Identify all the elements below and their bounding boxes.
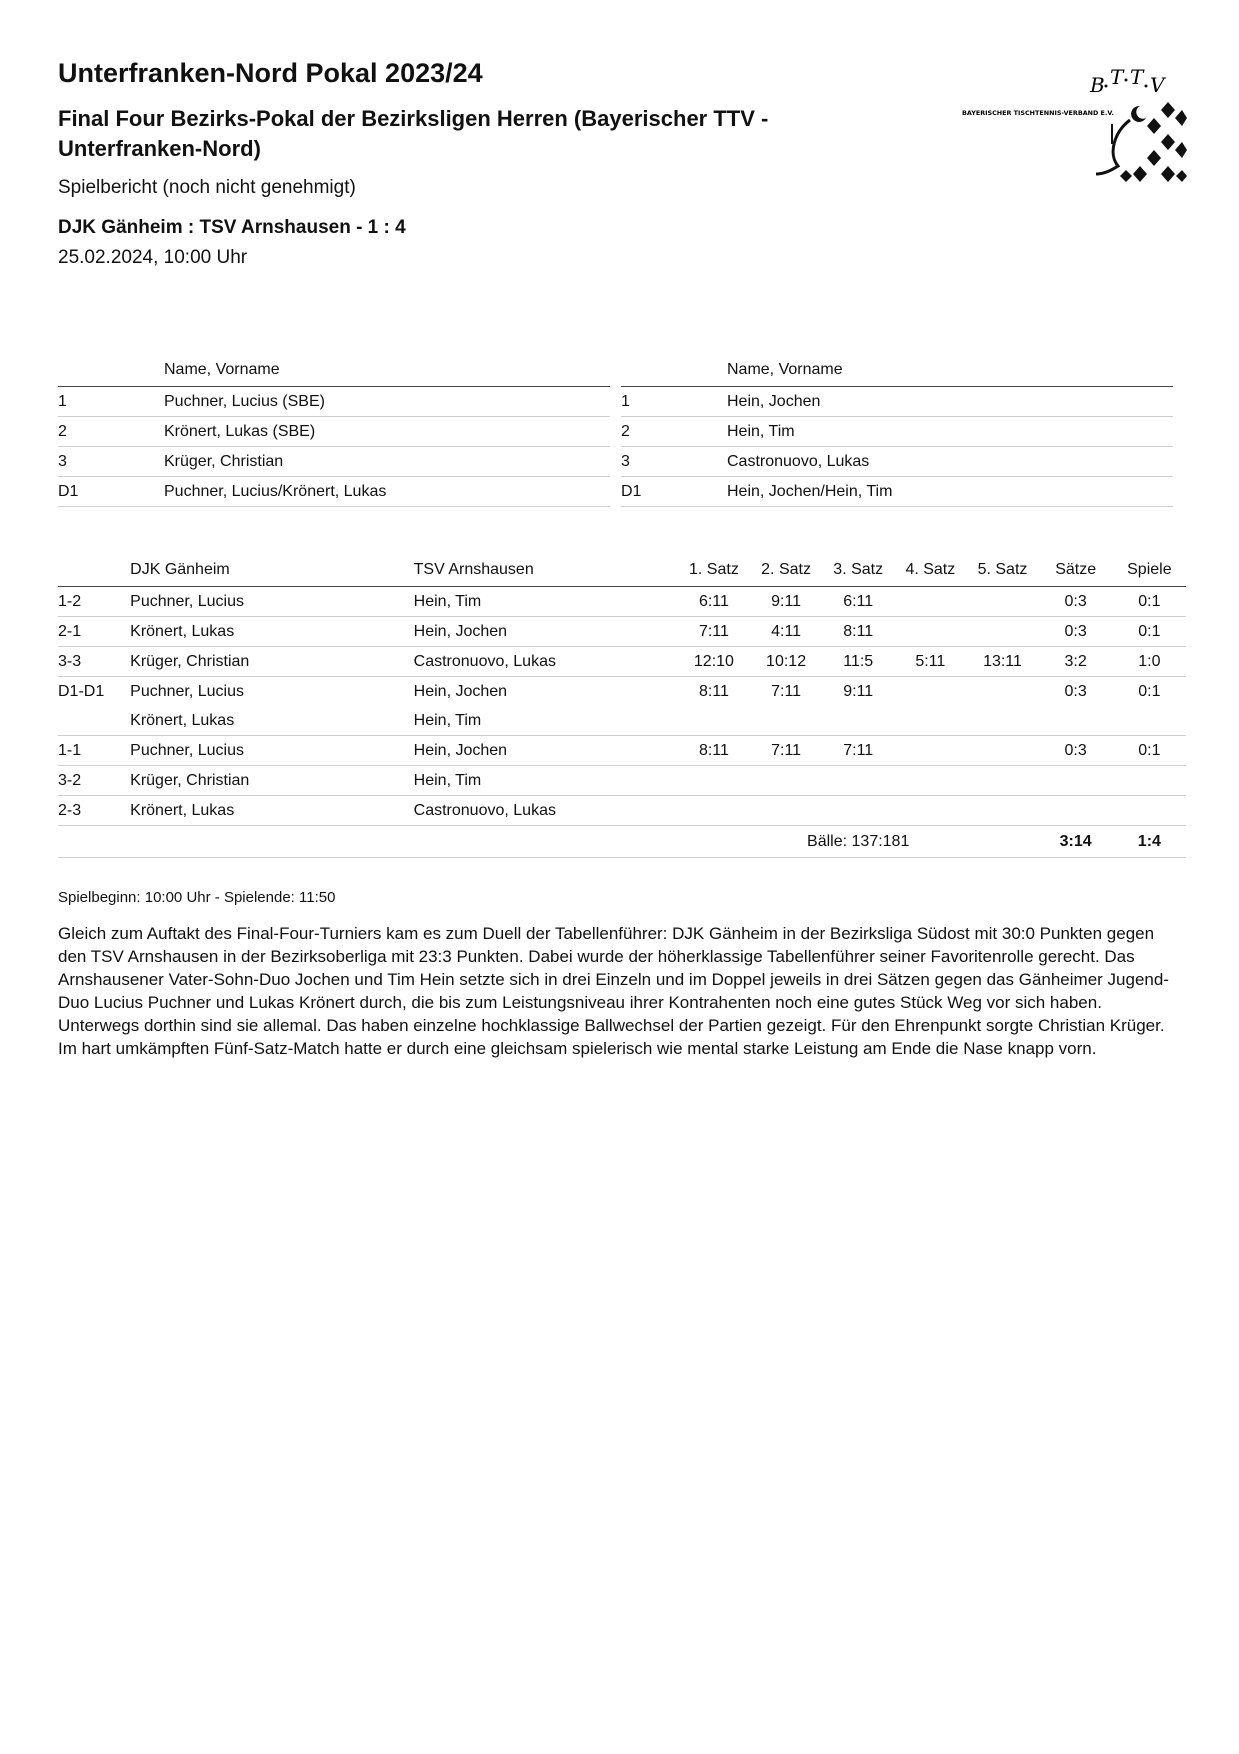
game-set1: 8:11 <box>678 736 750 766</box>
set3-header: 3. Satz <box>822 554 894 587</box>
game-set4 <box>894 587 966 617</box>
lineup-header-row <box>621 354 1173 387</box>
game-set3 <box>822 706 894 736</box>
competition-subtitle: Final Four Bezirks-Pokal der Bezirksligen Herren (Bayerischer TTV - Unterfranken-Nord) <box>58 106 769 161</box>
lineup-player: Hein, Jochen/Hein, Tim <box>727 477 1173 507</box>
game-set4 <box>894 736 966 766</box>
game-pos: 1-2 <box>58 587 130 617</box>
lineup-row <box>621 417 1173 447</box>
games-table <box>58 554 1186 858</box>
game-pos: 2-3 <box>58 796 130 826</box>
game-home-player: Krüger, Christian <box>130 766 414 796</box>
lineup-player: Puchner, Lucius/Krönert, Lukas <box>164 477 610 507</box>
game-spiele <box>1113 766 1186 796</box>
game-spiele <box>1113 706 1186 736</box>
game-set2: 9:11 <box>750 587 822 617</box>
games-guest-header: TSV Arnshausen <box>414 554 678 587</box>
game-saetze: 3:2 <box>1039 647 1113 677</box>
game-row <box>58 647 1186 677</box>
game-set5 <box>966 587 1038 617</box>
home-lineup-table <box>58 354 610 507</box>
lineup-pos: 2 <box>621 417 727 447</box>
games-home-header: DJK Gänheim <box>130 554 414 587</box>
game-set3: 7:11 <box>822 736 894 766</box>
game-pos: D1-D1 <box>58 682 105 700</box>
logo-letter: T <box>1110 65 1124 89</box>
spiele-header: Spiele <box>1113 554 1186 587</box>
totals-empty-cell <box>966 826 1038 858</box>
game-pos <box>58 706 130 736</box>
logo-letter: V <box>1150 73 1165 97</box>
lineup-pos: D1 <box>621 477 727 507</box>
game-set3: 11:5 <box>822 647 894 677</box>
game-saetze: 0:3 <box>1064 682 1087 700</box>
game-home-player: Puchner, Lucius <box>130 587 414 617</box>
logo-dot <box>1105 85 1108 88</box>
lineup-pos: 2 <box>58 417 164 447</box>
lineup-pos: 1 <box>621 387 727 417</box>
lineup-pos-header <box>58 354 164 387</box>
lineup-row <box>621 477 1173 507</box>
game-row <box>58 587 1186 617</box>
game-guest-player: Hein, Jochen <box>414 736 678 766</box>
game-home-player: Puchner, Lucius <box>130 736 414 766</box>
game-row <box>58 706 1186 736</box>
lineup-player: Hein, Jochen <box>727 387 1173 417</box>
game-saetze <box>1039 706 1113 736</box>
game-spiele: 0:1 <box>1113 617 1186 647</box>
totals-empty-cell <box>678 826 750 858</box>
game-guest-player: Castronuovo, Lukas <box>414 796 678 826</box>
logo-dot <box>1145 85 1148 88</box>
lineup-player: Castronuovo, Lukas <box>727 447 1173 477</box>
game-set3 <box>822 796 894 826</box>
game-set5 <box>966 766 1038 796</box>
lineup-player: Puchner, Lucius (SBE) <box>164 387 610 417</box>
match-datetime: 25.02.2024, 10:00 Uhr <box>58 247 248 268</box>
game-set4: 5:11 <box>894 647 966 677</box>
game-guest-player: Hein, Tim <box>414 766 678 796</box>
game-row <box>58 736 1186 766</box>
lineup-row <box>58 477 610 507</box>
game-set2: 7:11 <box>750 736 822 766</box>
game-home-player: Krönert, Lukas <box>130 617 414 647</box>
game-set1 <box>678 706 750 736</box>
game-set1: 6:11 <box>678 587 750 617</box>
lineup-player: Hein, Tim <box>727 417 1173 447</box>
game-saetze: 0:3 <box>1039 617 1113 647</box>
game-set5 <box>966 706 1038 736</box>
game-pos: 3-2 <box>58 766 130 796</box>
game-guest-player: Castronuovo, Lukas <box>414 647 678 677</box>
lineup-pos: 3 <box>58 447 164 477</box>
game-saetze <box>1039 766 1113 796</box>
game-set2: 7:11 <box>771 682 802 700</box>
game-set3: 8:11 <box>822 617 894 647</box>
totals-row <box>58 826 1186 858</box>
game-spiele <box>1113 796 1186 826</box>
game-pos: 3-3 <box>58 647 130 677</box>
lineup-name-header: Name, Vorname <box>164 354 610 387</box>
game-spiele: 0:1 <box>1113 736 1186 766</box>
game-set4 <box>894 617 966 647</box>
game-set4 <box>894 796 966 826</box>
game-pos: 1-1 <box>58 736 130 766</box>
set5-header: 5. Satz <box>966 554 1038 587</box>
match-report-text: Gleich zum Auftakt des Final-Four-Turniers kam es zum Duell der Tabellenführer: DJK Gänheim in der Bezirksliga Südost mit 30:0 Punkten gegen den TSV Arnshausen in der Bezirksoberliga mit 23:3 Punkten. Dabei wurde der höherklassige Tabellenführer seiner Favoritenrolle gerecht. Das Arnshausener Vater-Sohn-Duo Jochen und Tim Hein setzte sich in drei Einzeln und im Doppel jeweils in drei Sätzen gegen das Gänheimer Jugend-Duo Lucius Puchner und Lukas Krönert durch, die bis zum Leistungsniveau ihrer Kontrahenten noch eine gutes Stück Weg vor sich haben. Unterwegs dorthin sind sie allemal. Das haben einzelne hochklassige Ballwechsel der Partien gezeigt. Für den Ehrenpunkt sorgte Christian Krüger. Im hart umkämpften Fünf-Satz-Match hatte er durch eine gleichsam spielerisch wie mental starke Leistung am Ende die Nase knapp vorn. <box>58 924 1169 1058</box>
totals-empty-cell <box>58 826 130 858</box>
logo-letter: B <box>1090 73 1105 97</box>
page-title: Unterfranken-Nord Pokal 2023/24 <box>58 58 483 88</box>
lineup-row <box>58 387 610 417</box>
game-set2 <box>750 796 822 826</box>
lineup-row <box>621 447 1173 477</box>
total-saetze: 3:14 <box>1039 826 1113 858</box>
lineup-row <box>621 387 1173 417</box>
lineup-name-header: Name, Vorname <box>727 354 1173 387</box>
game-spiele: 0:1 <box>1113 587 1186 617</box>
game-set1: 7:11 <box>678 617 750 647</box>
lineup-player: Krönert, Lukas (SBE) <box>164 417 610 447</box>
game-set5 <box>966 796 1038 826</box>
game-home-player: Krüger, Christian <box>130 647 414 677</box>
game-set5 <box>966 736 1038 766</box>
logo-diamonds <box>1120 102 1187 182</box>
lineup-player: Krüger, Christian <box>164 447 610 477</box>
lineup-pos: 3 <box>621 447 727 477</box>
logo-moon <box>1131 106 1146 122</box>
total-spiele: 1:4 <box>1113 826 1186 858</box>
game-set1: 8:11 <box>698 682 729 700</box>
game-guest-player: Hein, Jochen <box>414 617 678 647</box>
game-saetze: 0:3 <box>1039 736 1113 766</box>
game-spiele: 0:1 <box>1138 682 1161 700</box>
total-balls: Bälle: 137:181 <box>750 826 966 858</box>
match-times: Spielbeginn: 10:00 Uhr - Spielende: 11:50 <box>58 889 336 906</box>
report-status: Spielbericht (noch nicht genehmigt) <box>58 177 356 198</box>
lineup-pos: 1 <box>58 387 164 417</box>
lineup-header-row <box>58 354 610 387</box>
game-set1: 12:10 <box>678 647 750 677</box>
saetze-header: Sätze <box>1039 554 1113 587</box>
game-saetze <box>1039 796 1113 826</box>
game-set2: 4:11 <box>750 617 822 647</box>
game-set1 <box>678 766 750 796</box>
guest-lineup-table <box>621 354 1173 507</box>
game-home-player: Krönert, Lukas <box>130 706 414 736</box>
logo-dot <box>1125 79 1128 82</box>
lineup-row <box>58 417 610 447</box>
game-set3: 6:11 <box>822 587 894 617</box>
game-row <box>58 766 1186 796</box>
totals-empty-cell <box>130 826 414 858</box>
game-home-player: Puchner, Lucius <box>130 682 244 700</box>
lineup-row <box>58 447 610 477</box>
game-guest-player: Hein, Tim <box>414 587 678 617</box>
game-guest-player: Hein, Tim <box>414 706 678 736</box>
game-set4 <box>894 766 966 796</box>
game-row <box>58 796 1186 826</box>
game-set2 <box>750 766 822 796</box>
lineup-pos-header <box>621 354 727 387</box>
game-set4 <box>894 706 966 736</box>
game-pos: 2-1 <box>58 617 130 647</box>
game-set5 <box>966 677 1038 707</box>
game-saetze: 0:3 <box>1039 587 1113 617</box>
game-set2: 10:12 <box>750 647 822 677</box>
game-set3 <box>822 766 894 796</box>
logo-letter: T <box>1130 65 1144 89</box>
totals-empty-cell <box>414 826 678 858</box>
game-set3: 9:11 <box>843 682 874 700</box>
game-row <box>58 677 1186 707</box>
bttv-logo-icon <box>962 62 1187 182</box>
game-set5: 13:11 <box>966 647 1038 677</box>
games-header-row <box>58 554 1186 587</box>
game-set5 <box>966 617 1038 647</box>
game-set4 <box>894 677 966 707</box>
game-spiele: 1:0 <box>1113 647 1186 677</box>
logo-text: BAYERISCHER TISCHTENNIS-VERBAND E.V. <box>962 109 1114 117</box>
game-set2 <box>750 706 822 736</box>
game-guest-player: Hein, Jochen <box>413 682 508 700</box>
games-pos-header <box>58 554 130 587</box>
match-result: DJK Gänheim : TSV Arnshausen - 1 : 4 <box>58 217 406 238</box>
game-set1 <box>678 796 750 826</box>
game-row <box>58 617 1186 647</box>
set2-header: 2. Satz <box>750 554 822 587</box>
lineup-pos: D1 <box>58 477 164 507</box>
set1-header: 1. Satz <box>678 554 750 587</box>
game-home-player: Krönert, Lukas <box>130 796 414 826</box>
set4-header: 4. Satz <box>894 554 966 587</box>
